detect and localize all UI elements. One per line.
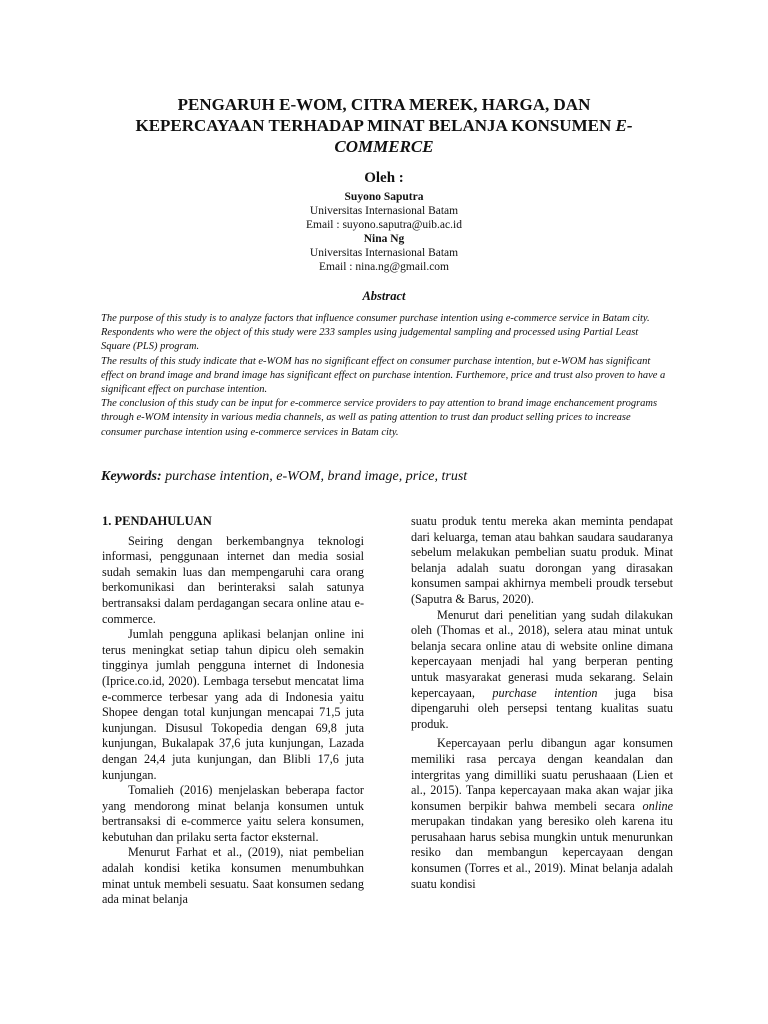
body-paragraph: Tomalieh (2016) menjelaskan beberapa factor yang mendorong minat belanja konsumen untuk bertransaksi di e-commerce yaitu selera konsumen, kebutuhan dan prilaku serta factor eksternal. [102,783,364,844]
author-email: Email : nina.ng@gmail.com [318,261,450,273]
author-name: Nina Ng [363,233,405,245]
title-line-2-text: KEPERCAYAAN TERHADAP MINAT BELANJA KONSUMEN [135,116,616,135]
body-text: merupakan tindakan yang beresiko oleh karena itu perusahaan harus sebisa mungkin untuk menurunkan resiko dan membangun kepercayaan dengan konsumen (Torres et al., 2019). Minat belanja adalah suatu kondisi [411,814,673,891]
body-paragraph: Seiring dengan berkembangnya teknologi informasi, penggunaan internet dan media sosial sudah semakin luas dan mempengaruhi cara orang berkomunikasi dan berinteraksi salah satunya bertransaksi dalam perdagangan secara online atau e-commerce. [102,533,364,626]
italic-term: online [642,798,673,813]
keywords-label: Keywords: [101,469,162,484]
title-line-2-italic: E- [615,116,633,135]
author-affiliation: Universitas Internasional Batam [309,205,459,217]
body-paragraph: suatu produk tentu mereka akan meminta pendapat dari keluarga, teman atau bahkan saudara saudaranya sebelum melakukan pembelian suatu produk. Minat belanja adalah suatu dorongan yang dirasakan konsumen sampai akhirnya membeli proudk tersebut (Saputra & Barus, 2020). [411,514,673,606]
body-text: juga bisa dipengaruhi oleh persepsi tentang kualitas suatu produk. [411,685,673,731]
section-heading: 1. PENDAHULUAN [102,514,212,528]
left-column [102,514,364,908]
body-paragraph: Menurut Farhat et al., (2019), niat pembelian adalah kondisi ketika konsumen menumbuhkan minat untuk membeli sesuatu. Saat konsumen sedang ada minat belanja [102,845,364,907]
title-line-3: COMMERCE [334,137,434,156]
keywords-line [101,468,669,486]
body-text: Menurut dari penelitian yang sudah dilakukan oleh (Thomas et al., 2018), selera atau minat untuk belanja secara online atau di website online dimana kepercayaan menjadi hal yang berperan penting untuk masyarakat generasi muda sekarang. Selain kepercayaan, [411,607,673,700]
title-line-2 [100,115,668,136]
body-paragraph [411,608,673,733]
abstract-body [101,312,669,440]
body-paragraph: Jumlah pengguna aplikasi belanjan online ini terus meningkat setiap tahun dipicu oleh semakin tingginya jumlah pengguna internet di Indonesia (Iprice.co.id, 2020). Lembaga tersebut mencatat lima e-commerce terbesar yang ada di Indonesia yaitu Shopee dengan total kunjungan mencapai 71,5 juta kunjungan. Disusul Tokopedia dengan 69,8 juta kunjungan, Bukalapak 37,6 juta kunjungan, Lazada dengan 24,4 juta kunjungan, dan Blibli 17,6 juta kunjungan. [102,627,364,782]
author-name: Suyono Saputra [344,191,424,203]
abstract-paragraph: The results of this study indicate that e-WOM has no significant effect on consumer purchase intention, but e-WOM has significant effect on brand image and brand image has significant effect on purchase intention. Furthemore, price and trust also proven to have a significant effect on purchase intention. [101,355,666,396]
keywords-text: purchase intention, e-WOM, brand image, price, trust [161,469,468,484]
author-affiliation: Universitas Internasional Batam [309,247,459,259]
body-paragraph [411,736,673,892]
author-block [0,168,768,274]
abstract-paragraph: The conclusion of this study can be input for e-commerce service providers to pay attention to brand image enchancement programs through e-WOM intensity in various media channels, as well as pating attention to trust dan product selling prices to increase consumer purchase intention using e-commerce services in Batam city. [101,398,658,438]
abstract-heading: Abstract [362,289,406,303]
italic-term: purchase intention [492,685,598,700]
oleh-label: Oleh : [364,170,404,186]
abstract-paragraph: The purpose of this study is to analyze factors that influence consumer purchase intention using e-commerce service in Batam city. Respondents who were the object of this study were 233 samples using judgemental sampling and processed using Partial Least Square (PLS) program. [101,313,650,353]
body-text: Kepercayaan perlu dibangun agar konsumen memiliki rasa percaya dengan keandalan dan intergritas yang dimilliki suatu perushaaan (Lien et al., 2015). Tanpa kepercayaan maka akan wajar jika konsumen berpikir bahwa membeli secara [411,736,673,813]
right-column [411,514,673,892]
paper-title [100,94,668,157]
author-email: Email : suyono.saputra@uib.ac.id [306,219,462,231]
title-line-1: PENGARUH E-WOM, CITRA MEREK, HARGA, DAN [177,95,591,114]
